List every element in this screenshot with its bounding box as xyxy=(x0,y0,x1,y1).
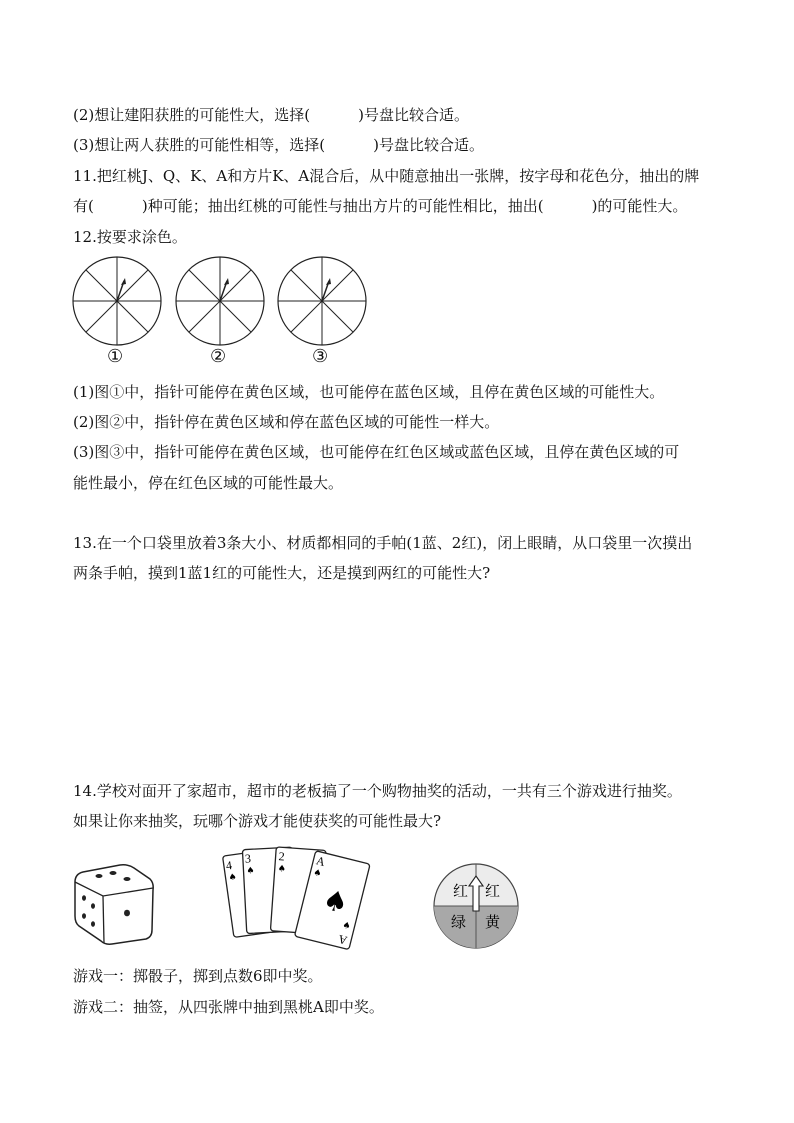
card-rank-a: A xyxy=(314,853,327,870)
spinner-diagram-3[interactable] xyxy=(277,256,367,346)
dice-image xyxy=(72,862,156,946)
diagram-label-1: ① xyxy=(107,346,124,367)
q12-title: 12.按要求涂色。 xyxy=(73,228,187,246)
spinner-section-red-2: 红 xyxy=(485,882,501,900)
card-rank-3: 3 xyxy=(244,851,252,866)
game-1-text: 游戏一：掷骰子，掷到点数6即中奖。 xyxy=(73,967,323,985)
spinner-section-green: 绿 xyxy=(451,913,467,931)
game-2-text: 游戏二：抽签，从四张牌中抽到黑桃A即中奖。 xyxy=(73,998,384,1016)
q11-line-2: 有( )种可能；抽出红桃的可能性与抽出方片的可能性相比，抽出( )的可能性大。 xyxy=(73,197,688,215)
q12-item-3-cont: 能性最小，停在红色区域的可能性最大。 xyxy=(73,474,344,492)
spinner-section-yellow: 黄 xyxy=(485,913,501,931)
diagram-label-2: ② xyxy=(210,346,227,367)
card-rank-2: 2 xyxy=(278,849,286,864)
diagram-label-3: ③ xyxy=(312,346,329,367)
q10-line-2: (2)想让建阳获胜的可能性大，选择( )号盘比较合适。 xyxy=(73,106,469,124)
spade-icon: ♠ xyxy=(228,872,238,884)
spade-icon: ♠ xyxy=(341,920,352,933)
q13-line-2: 两条手帕，摸到1蓝1红的可能性大，还是摸到两红的可能性大? xyxy=(73,564,491,582)
card-rank-4: 4 xyxy=(224,858,233,873)
q12-item-3: (3)图③中，指针可能停在黄色区域，也可能停在红色区域或蓝色区域，且停在黄色区域的可 xyxy=(73,443,680,461)
spinner-section-red-1: 红 xyxy=(453,882,469,900)
spade-icon: ♠ xyxy=(246,866,255,877)
spinner-diagram-2[interactable] xyxy=(175,256,265,346)
q12-item-1: (1)图①中，指针可能停在黄色区域，也可能停在蓝色区域，且停在黄色区域的可能性大。 xyxy=(73,383,665,401)
q14-line-1: 14.学校对面开了家超市，超市的老板搞了一个购物抽奖的活动，一共有三个游戏进行抽奖。 xyxy=(73,782,682,800)
spinner-diagram-1[interactable] xyxy=(72,256,162,346)
q12-item-2: (2)图②中，指针停在黄色区域和停在蓝色区域的可能性一样大。 xyxy=(73,413,500,431)
spade-icon: ♠ xyxy=(312,867,323,880)
playing-cards-image xyxy=(224,842,360,948)
q14-line-2: 如果让你来抽奖，玩哪个游戏才能使获奖的可能性最大? xyxy=(73,812,442,830)
q10-line-3: (3)想让两人获胜的可能性相等，选择( )号盘比较合适。 xyxy=(73,136,484,154)
card-rank-a-bottom: A xyxy=(336,932,349,948)
q13-line-1: 13.在一个口袋里放着3条大小、材质都相同的手帕(1蓝、2红)，闭上眼睛，从口袋里一次摸出 xyxy=(73,534,693,552)
spade-icon: ♠ xyxy=(277,864,287,875)
prize-spinner-image xyxy=(433,863,519,949)
q11-line-1: 11.把红桃J、Q、K、A和方片K、A混合后，从中随意抽出一张牌，按字母和花色分，抽出的牌 xyxy=(73,167,700,185)
spade-icon: ♠ xyxy=(319,882,352,921)
